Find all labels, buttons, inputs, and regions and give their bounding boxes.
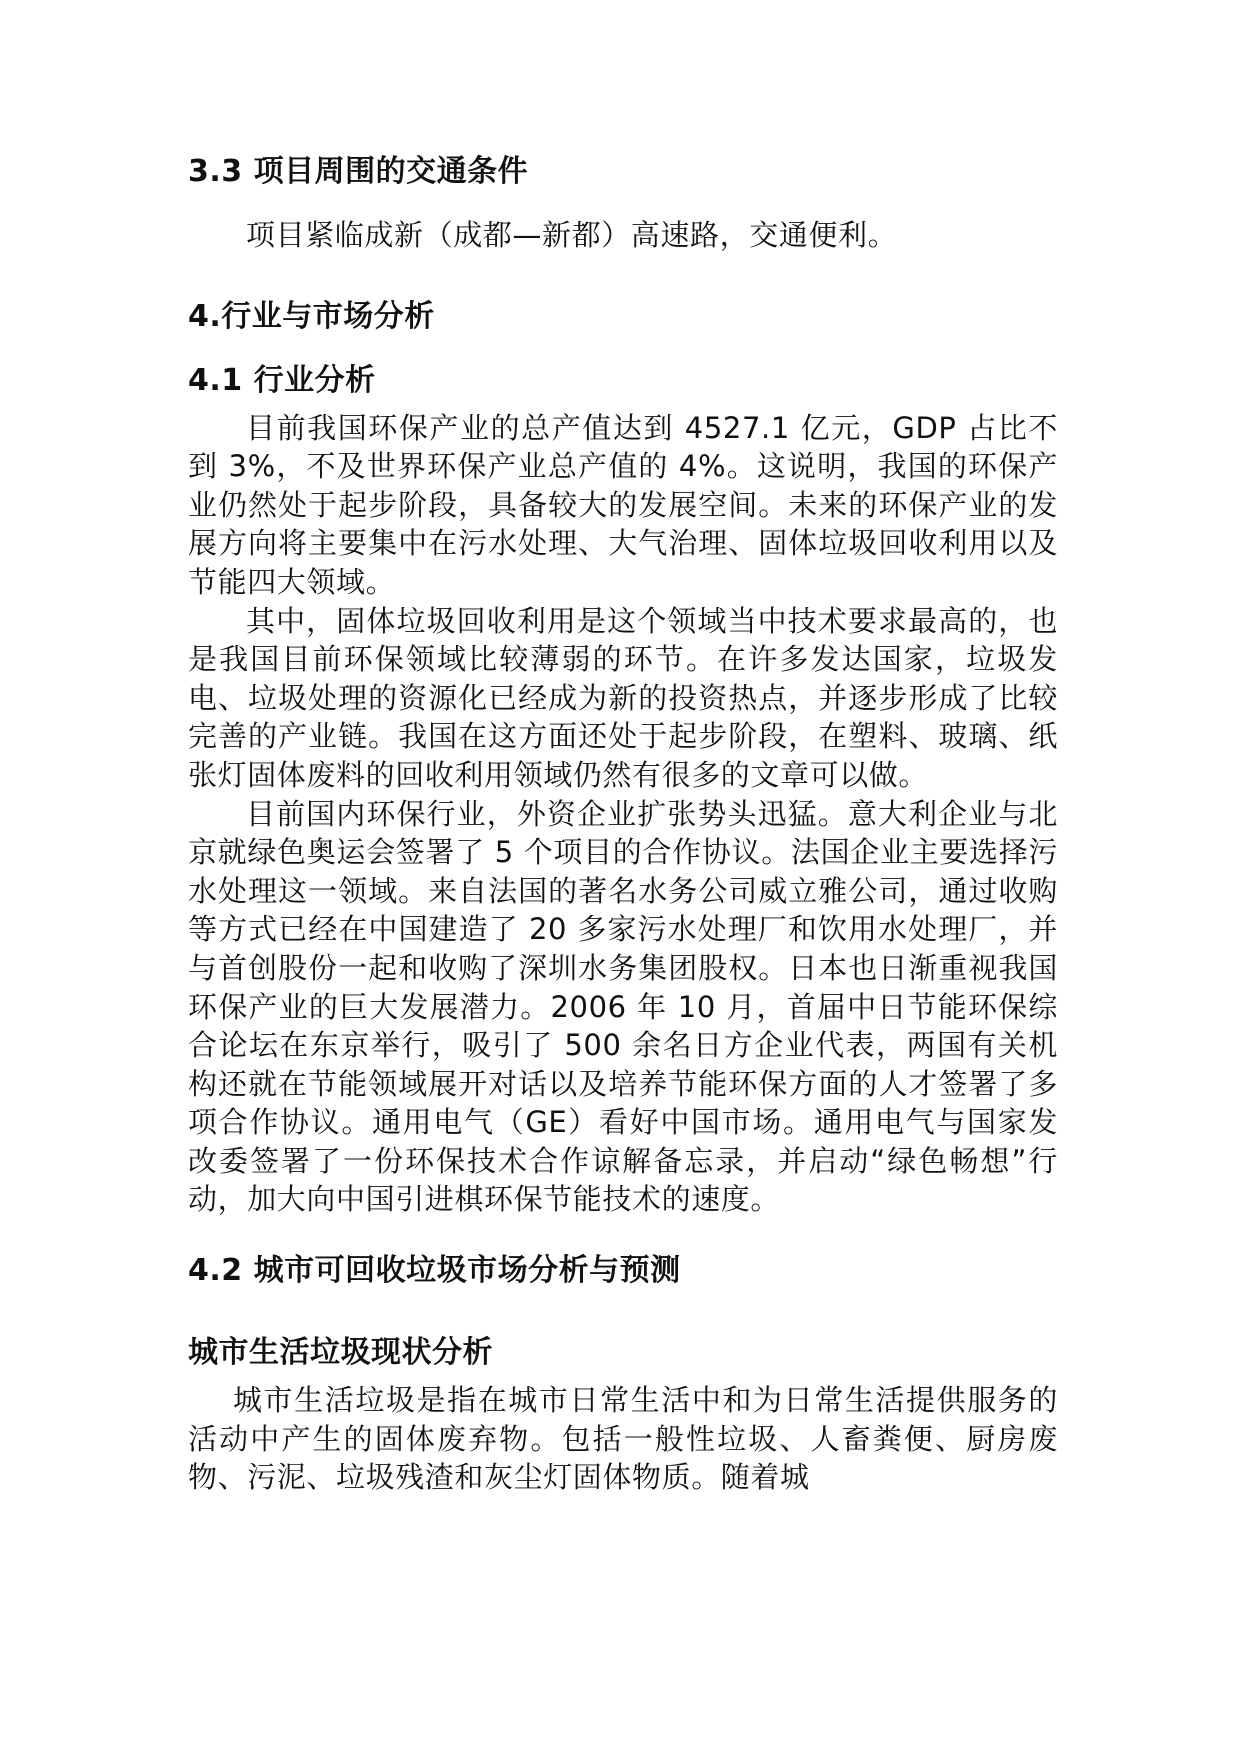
section-4-2-heading: 4.2 城市可回收垃圾市场分析与预测 — [188, 1253, 681, 1289]
city-waste-status-heading: 城市生活垃圾现状分析 — [188, 1335, 493, 1371]
section-4-1-paragraph-3: 目前国内环保行业，外资企业扩张势头迅猛。意大利企业与北京就绿色奥运会签署了 5 个项目的合作协议。法国企业主要选择污水处理这一领域。来自法国的著名水务公司威立雅公司，通过收购等方式已经在中国建造了 20 多家污水处理厂和饮用水处理厂，并与首创股份一起和收购了深圳水务集团股权。日本也日渐重视我国环保产业的巨大发展潜力。2006 年 10 月，首届中日节能环保综合论坛在东京举行，吸引了 500 余名日方企业代表，两国有关机构还就在节能领域展开对话以及培养节能环保方面的人才签署了多项合作协议。通用电气（GE）看好中国市场。通用电气与国家发改委签署了一份环保技术合作谅解备忘录，并启动“绿色畅想”行动，加大向中国引进棋环保节能技术的速度。 — [188, 796, 1058, 1217]
section-3-3-heading: 3.3 项目周围的交通条件 — [188, 154, 529, 189]
document-body — [188, 150, 1058, 1497]
city-waste-status-paragraph: 城市生活垃圾是指在城市日常生活中和为日常生活提供服务的活动中产生的固体废弃物。包括一般性垃圾、人畜粪便、厨房废物、污泥、垃圾残渣和灰尘灯固体物质。随着城 — [188, 1383, 1058, 1495]
section-3-3-paragraph: 项目紧临成新（成都—新都）高速路，交通便利。 — [246, 218, 898, 252]
section-4-1-heading: 4.1 行业分析 — [188, 362, 376, 398]
section-4-1-paragraph-2: 其中，固体垃圾回收利用是这个领域当中技术要求最高的，也是我国目前环保领域比较薄弱的环节。在许多发达国家，垃圾发电、垃圾处理的资源化已经成为新的投资热点，并逐步形成了比较完善的产业链。我国在这方面还处于起步阶段，在塑料、玻璃、纸张灯固体废料的回收利用领域仍然有很多的文章可以做。 — [188, 603, 1058, 792]
section-4-heading: 4.行业与市场分析 — [188, 298, 435, 334]
section-4-1-paragraph-1: 目前我国环保产业的总产值达到 4527.1 亿元，GDP 占比不到 3%，不及世界环保产业总产值的 4%。这说明，我国的环保产业仍然处于起步阶段，具备较大的发展空间。未来的环保产业的发展方向将主要集中在污水处理、大气治理、固体垃圾回收利用以及节能四大领域。 — [188, 410, 1058, 599]
